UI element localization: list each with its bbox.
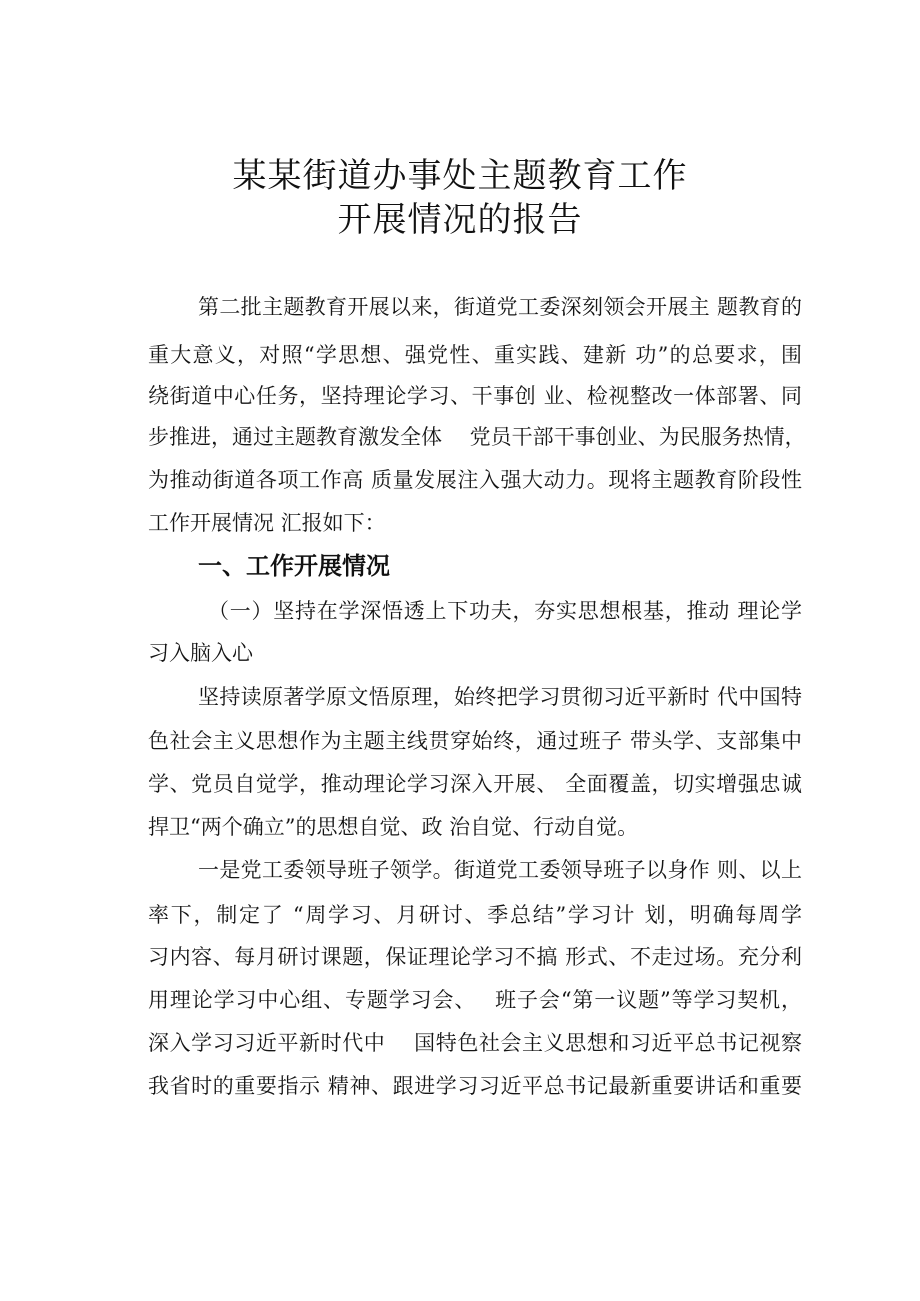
- document-title-line-1: 某某街道办事处主题教育工作: [232, 156, 688, 196]
- paragraph-line: 坚持读原著学原文悟原理，始终把学习贯彻习近平新时 代中国特: [198, 685, 802, 709]
- paragraph-line: 率下，制定了 “周学习、月研讨、季总结”学习计 划，明确每周学: [148, 903, 802, 927]
- intro-line: 绕街道中心任务，坚持理论学习、干事创 业、检视整改一体部署、同: [148, 384, 802, 408]
- section-heading: 一、工作开展情况: [198, 552, 390, 580]
- paragraph-line: 捍卫“两个确立”的思想自觉、政 治自觉、行动自觉。: [148, 815, 639, 839]
- paragraph-line: 我省时的重要指示 精神、跟进学习习近平总书记最新重要讲话和重要: [148, 1074, 802, 1098]
- paragraph-line: 一是党工委领导班子领学。街道党工委领导班子以身作 则、以上: [198, 858, 802, 882]
- paragraph-line: 用理论学习中心组、专题学习会、 班子会“第一议题”等学习契机，: [148, 988, 802, 1012]
- intro-line: 步推进，通过主题教育激发全体 党员干部干事创业、为民服务热情，: [148, 425, 806, 449]
- paragraph-line: 习内容、每月研讨课题，保证理论学习不搞 形式、不走过场。充分利: [148, 945, 802, 969]
- intro-line: 第二批主题教育开展以来，街道党工委深刻领会开展主 题教育的: [198, 295, 802, 319]
- paragraph-line: 深入学习习近平新时代中 国特色社会主义思想和习近平总书记视察: [148, 1031, 802, 1055]
- intro-line: 工作开展情况 汇报如下：: [148, 511, 386, 535]
- intro-line: 重大意义，对照“学思想、强党性、重实践、建新 功”的总要求，围: [148, 343, 802, 367]
- document-title-line-2: 开展情况的报告: [337, 200, 583, 240]
- subsection-heading-line: （一）坚持在学深悟透上下功夫，夯实思想根基，推动 理论学: [208, 599, 802, 623]
- subsection-heading-line: 习入脑入心: [148, 641, 253, 665]
- intro-line: 为推动街道各项工作高 质量发展注入强大动力。现将主题教育阶段性: [148, 468, 802, 492]
- paragraph-line: 色社会主义思想作为主题主线贯穿始终，通过班子 带头学、支部集中: [148, 729, 802, 753]
- paragraph-line: 学、党员自觉学，推动理论学习深入开展、 全面覆盖，切实增强忠诚: [148, 772, 802, 796]
